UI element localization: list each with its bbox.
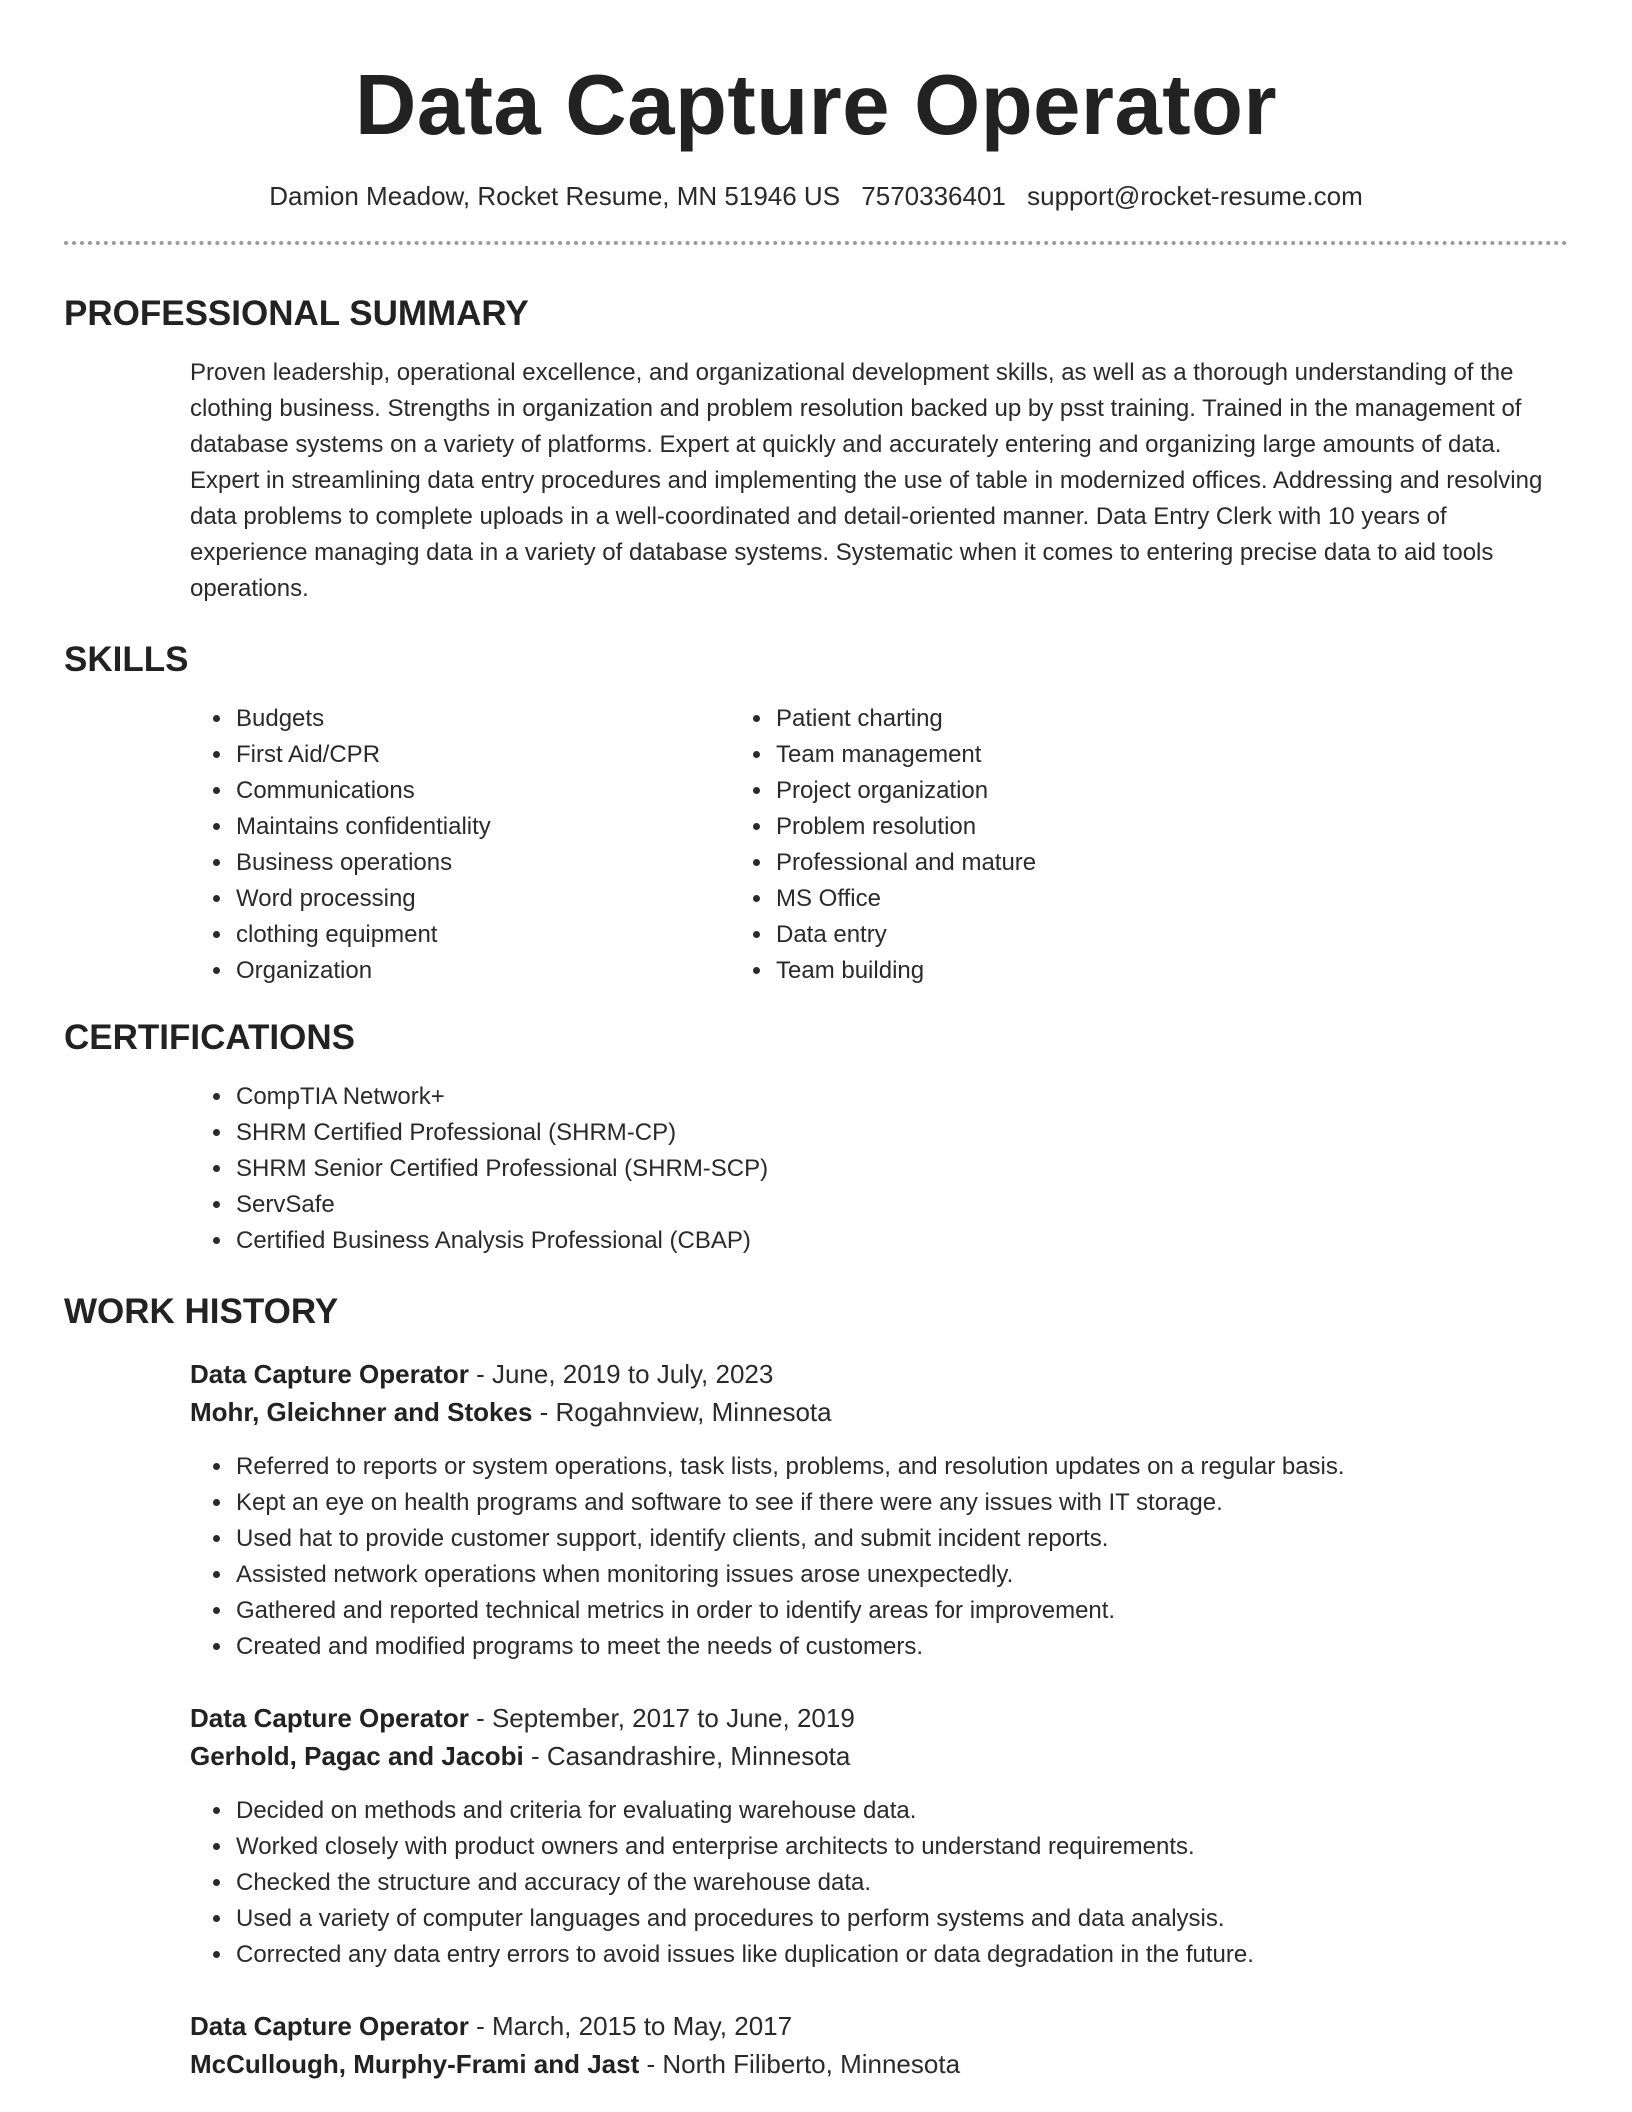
skill-item: • Communications	[234, 773, 744, 809]
skill-item: • Budgets	[234, 701, 744, 737]
job-company-line	[190, 2045, 1568, 2083]
job-dates: - September, 2017 to June, 2019	[468, 1703, 855, 1733]
skill-item: • Team management	[774, 737, 1284, 773]
skills-list-right	[744, 701, 1284, 989]
skill-item: • MS Office	[774, 881, 1284, 917]
skill-item: • clothing equipment	[234, 917, 744, 953]
job-bullet: • Referred to reports or system operations, task lists, problems, and resolution updates on a regular basis.	[234, 1449, 1568, 1485]
job-entry	[190, 2007, 1568, 2083]
skills-list-left	[64, 701, 744, 989]
job-entry	[190, 1355, 1568, 1665]
job-company-line	[190, 1737, 1568, 1775]
job-bullet: • Assisted network operations when monitoring issues arose unexpectedly.	[234, 1557, 1568, 1593]
certifications-list	[64, 1079, 1568, 1259]
skills-columns	[64, 701, 1568, 989]
certification-item: • CompTIA Network+	[234, 1079, 1568, 1115]
certification-item: • SHRM Senior Certified Professional (SHRM-SCP)	[234, 1151, 1568, 1187]
job-company: McCullough, Murphy-Frami and Jast	[190, 2049, 640, 2079]
certification-item: • SHRM Certified Professional (SHRM-CP)	[234, 1115, 1568, 1151]
contact-email[interactable]: support@rocket-resume.com	[1027, 181, 1363, 211]
job-title: Data Capture Operator	[190, 1359, 469, 1389]
resume-title: Data Capture Operator	[354, 58, 1278, 153]
job-bullet: • Decided on methods and criteria for evaluating warehouse data.	[234, 1793, 1568, 1829]
job-title-line	[190, 1699, 1568, 1737]
skill-item: • Word processing	[234, 881, 744, 917]
job-title-line	[190, 1355, 1568, 1393]
skill-item: • Team building	[774, 953, 1284, 989]
contact-phone: 7570336401	[861, 181, 1006, 211]
job-bullet: • Worked closely with product owners and enterprise architects to understand requirements.	[234, 1829, 1568, 1865]
contact-line	[64, 180, 1568, 212]
job-bullet-list	[190, 1449, 1568, 1665]
job-entry	[190, 1699, 1568, 1973]
skill-item: • Maintains confidentiality	[234, 809, 744, 845]
job-title: Data Capture Operator	[190, 2011, 469, 2041]
contact-address: Damion Meadow, Rocket Resume, MN 51946 US	[269, 181, 841, 211]
skill-item: • Project organization	[774, 773, 1284, 809]
job-location: - Casandrashire, Minnesota	[523, 1741, 851, 1771]
job-bullet: • Used hat to provide customer support, identify clients, and submit incident reports.	[234, 1521, 1568, 1557]
skill-item: • Data entry	[774, 917, 1284, 953]
job-company: Gerhold, Pagac and Jacobi	[190, 1741, 524, 1771]
certification-item: • Certified Business Analysis Professional (CBAP)	[234, 1223, 1568, 1259]
certification-item: • ServSafe	[234, 1187, 1568, 1223]
job-location: - Rogahnview, Minnesota	[532, 1397, 832, 1427]
header-divider	[64, 241, 1568, 245]
skill-item: • Business operations	[234, 845, 744, 881]
job-bullet: • Kept an eye on health programs and software to see if there were any issues with IT storage.	[234, 1485, 1568, 1521]
section-heading-skills: SKILLS	[64, 640, 189, 679]
job-bullet: • Checked the structure and accuracy of the warehouse data.	[234, 1865, 1568, 1901]
section-heading-certifications: CERTIFICATIONS	[64, 1018, 356, 1057]
skill-item: • Professional and mature	[774, 845, 1284, 881]
skill-item: • Organization	[234, 953, 744, 989]
job-company-line	[190, 1393, 1568, 1431]
section-heading-work-history: WORK HISTORY	[64, 1292, 339, 1331]
skill-item: • First Aid/CPR	[234, 737, 744, 773]
job-bullet: • Used a variety of computer languages and procedures to perform systems and data analysis.	[234, 1901, 1568, 1937]
job-title: Data Capture Operator	[190, 1703, 469, 1733]
job-title-line	[190, 2007, 1568, 2045]
section-heading-summary: PROFESSIONAL SUMMARY	[64, 294, 529, 333]
summary-text: Proven leadership, operational excellence, and organizational development skills, as well as a thorough understanding of the clothing business. Strengths in organization and problem resolution backed up by psst training. Trained in the management of database systems on a variety of platforms. Expert at quickly and accurately entering and organizing large amounts of data. Expert in streamlining data entry procedures and implementing the use of table in modernized offices. Addressing and resolving data problems to complete uploads in a well-coordinated and detail-oriented manner. Data Entry Clerk with 10 years of experience managing data in a variety of database systems. Systematic when it comes to entering precise data to aid tools operations.	[190, 359, 1543, 602]
job-dates: - March, 2015 to May, 2017	[468, 2011, 793, 2041]
job-bullet: • Gathered and reported technical metrics in order to identify areas for improvement.	[234, 1593, 1568, 1629]
job-bullet-list	[190, 1793, 1568, 1973]
skill-item: • Patient charting	[774, 701, 1284, 737]
job-dates: - June, 2019 to July, 2023	[468, 1359, 774, 1389]
job-company: Mohr, Gleichner and Stokes	[190, 1397, 533, 1427]
job-bullet: • Created and modified programs to meet the needs of customers.	[234, 1629, 1568, 1665]
job-bullet: • Corrected any data entry errors to avoid issues like duplication or data degradation in the future.	[234, 1937, 1568, 1973]
job-location: - North Filiberto, Minnesota	[639, 2049, 961, 2079]
skill-item: • Problem resolution	[774, 809, 1284, 845]
